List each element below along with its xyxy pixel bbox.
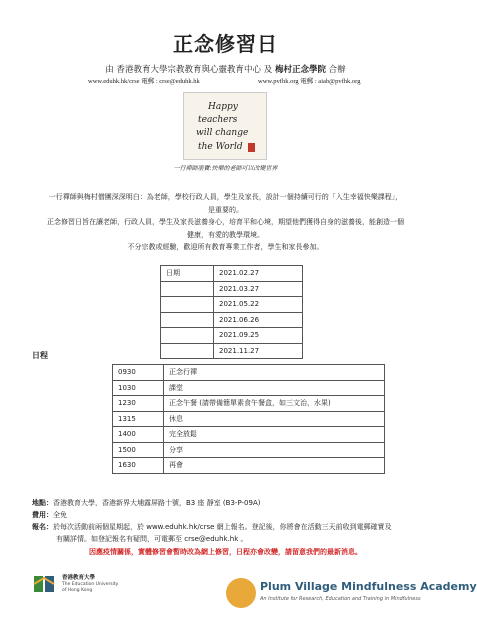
location-value: 香港教育大學，香港新界大埔露屏路十號，B3 座 靜室 (B3-P-09A) [53,499,261,507]
contact-pvfhk[interactable]: www.pvfhk.org 電郵 : aiab@pvfhk.org [258,78,361,85]
schedule-item: 正念行禪 [164,365,385,381]
location-line [32,497,422,509]
page-title: 正念修習日 [173,32,278,56]
intro-line: 不分宗教或經驗，歡迎所有教育專業工作者，學生和家長參加。 [127,243,324,251]
schedule-item: 完全放鬆 [164,427,385,443]
plum-village-emblem-icon [226,578,256,608]
fee-value: 全免 [53,511,67,519]
plum-village-logo [226,578,477,618]
organizer-eduhk: 香港教育大學宗教教育與心靈教育中心 [116,65,262,75]
covid-notice: 因應疫情關係，實體修習會暫時改為網上修習，日程亦會改變，請留意我們的最新消息。 [89,548,362,556]
table-row [161,281,303,297]
event-info [32,497,422,545]
table-row [113,458,385,474]
eduhk-name-cn: 香港教育大學 [62,575,96,581]
fee-label: 費用： [32,511,53,519]
art-line-2: teachers [198,115,238,125]
organizer-plum-village: 梅村正念學院 [274,65,326,75]
organizers-prefix: 由 [105,65,114,75]
dates-header: 日期 [161,266,214,282]
schedule-time: 1400 [113,427,164,443]
signup-label: 報名： [32,523,53,531]
signup-text[interactable]: 於每次活動前兩個星期起，於 www.eduhk.hk/crse 網上報名。登記後，你將會在活動三天前收到電郵確實及 [53,523,392,531]
signup-line [32,521,422,533]
schedule-item: 再會 [164,458,385,474]
table-row [161,343,303,359]
table-row [113,396,385,412]
schedule-item: 分享 [164,442,385,458]
schedule-heading: 日程 [32,351,48,360]
organizers-and: 及 [263,65,273,75]
table-row [113,380,385,396]
table-row [113,411,385,427]
schedule-item: 正念午餐 (請帶備簡單素食午餐盒，如三文治，水果) [164,396,385,412]
eduhk-emblem-icon [32,572,56,596]
intro-line: 是重要的。 [208,205,243,214]
contact-eduhk[interactable]: www.eduhk.hk/crse 電郵 : crse@eduhk.hk [88,78,200,85]
date-cell: 2021.03.27 [214,281,303,297]
artwork-caption: 一行禪師墨寶:快樂的老師可以改變世界 [173,165,278,172]
seal-stamp [248,143,255,152]
date-cell: 2021.02.27 [214,266,303,282]
table-row [113,442,385,458]
table-row [161,266,303,282]
date-cell: 2021.11.27 [214,343,303,359]
eduhk-logo [32,572,142,598]
date-cell: 2021.06.26 [214,312,303,328]
art-line-1: Happy [208,102,238,112]
schedule-time: 1315 [113,411,164,427]
organizers [0,63,451,75]
date-cell: 2021.05.22 [214,297,303,313]
organizers-suffix: 合辦 [328,65,346,75]
signup-line-2[interactable]: 有關詳情。如登記報名有疑問，可電郵至 crse@eduhk.hk 。 [56,535,248,543]
plum-village-tagline: An Institute for Research, Education and Training in Mindfulness [260,596,421,602]
table-row [113,365,385,381]
eduhk-en-line: of Hong Kong [62,587,93,593]
table-row [161,312,303,328]
schedule-item: 休息 [164,411,385,427]
schedule-time: 1030 [113,380,164,396]
schedule-time: 1230 [113,396,164,412]
dates-table [160,265,303,359]
intro-line: 正念修習日旨在讓老師，行政人員，學生及家長滋養身心，培育平和心境，期望他們獲得自身的滋養後，能創造一個 [47,218,404,226]
eduhk-name-en [62,582,118,593]
schedule-item: 課堂 [164,380,385,396]
date-cell: 2021.09.25 [214,328,303,344]
schedule-time: 1500 [113,442,164,458]
table-row [113,427,385,443]
fee-line [32,509,422,521]
location-label: 地點： [32,499,53,507]
schedule-time: 1630 [113,458,164,474]
intro-line: 一行禪師與梅村僧團深深明白：為老師，學校行政人員，學生及家長，設計一個持續可行的「入生幸福快樂課程」， [48,193,403,201]
intro-line: 健康，有愛的教學環境。 [187,230,264,239]
art-line-4: the World [198,142,243,152]
plum-village-name: Plum Village Mindfulness Academy [260,580,477,593]
calligraphy-artwork [183,92,267,160]
table-row [161,328,303,344]
art-line-3: will change [196,128,249,138]
schedule-time: 0930 [113,365,164,381]
eduhk-en-line: The Education University [62,582,119,587]
table-row [161,297,303,313]
schedule-table [112,364,385,474]
intro-text [28,191,423,254]
